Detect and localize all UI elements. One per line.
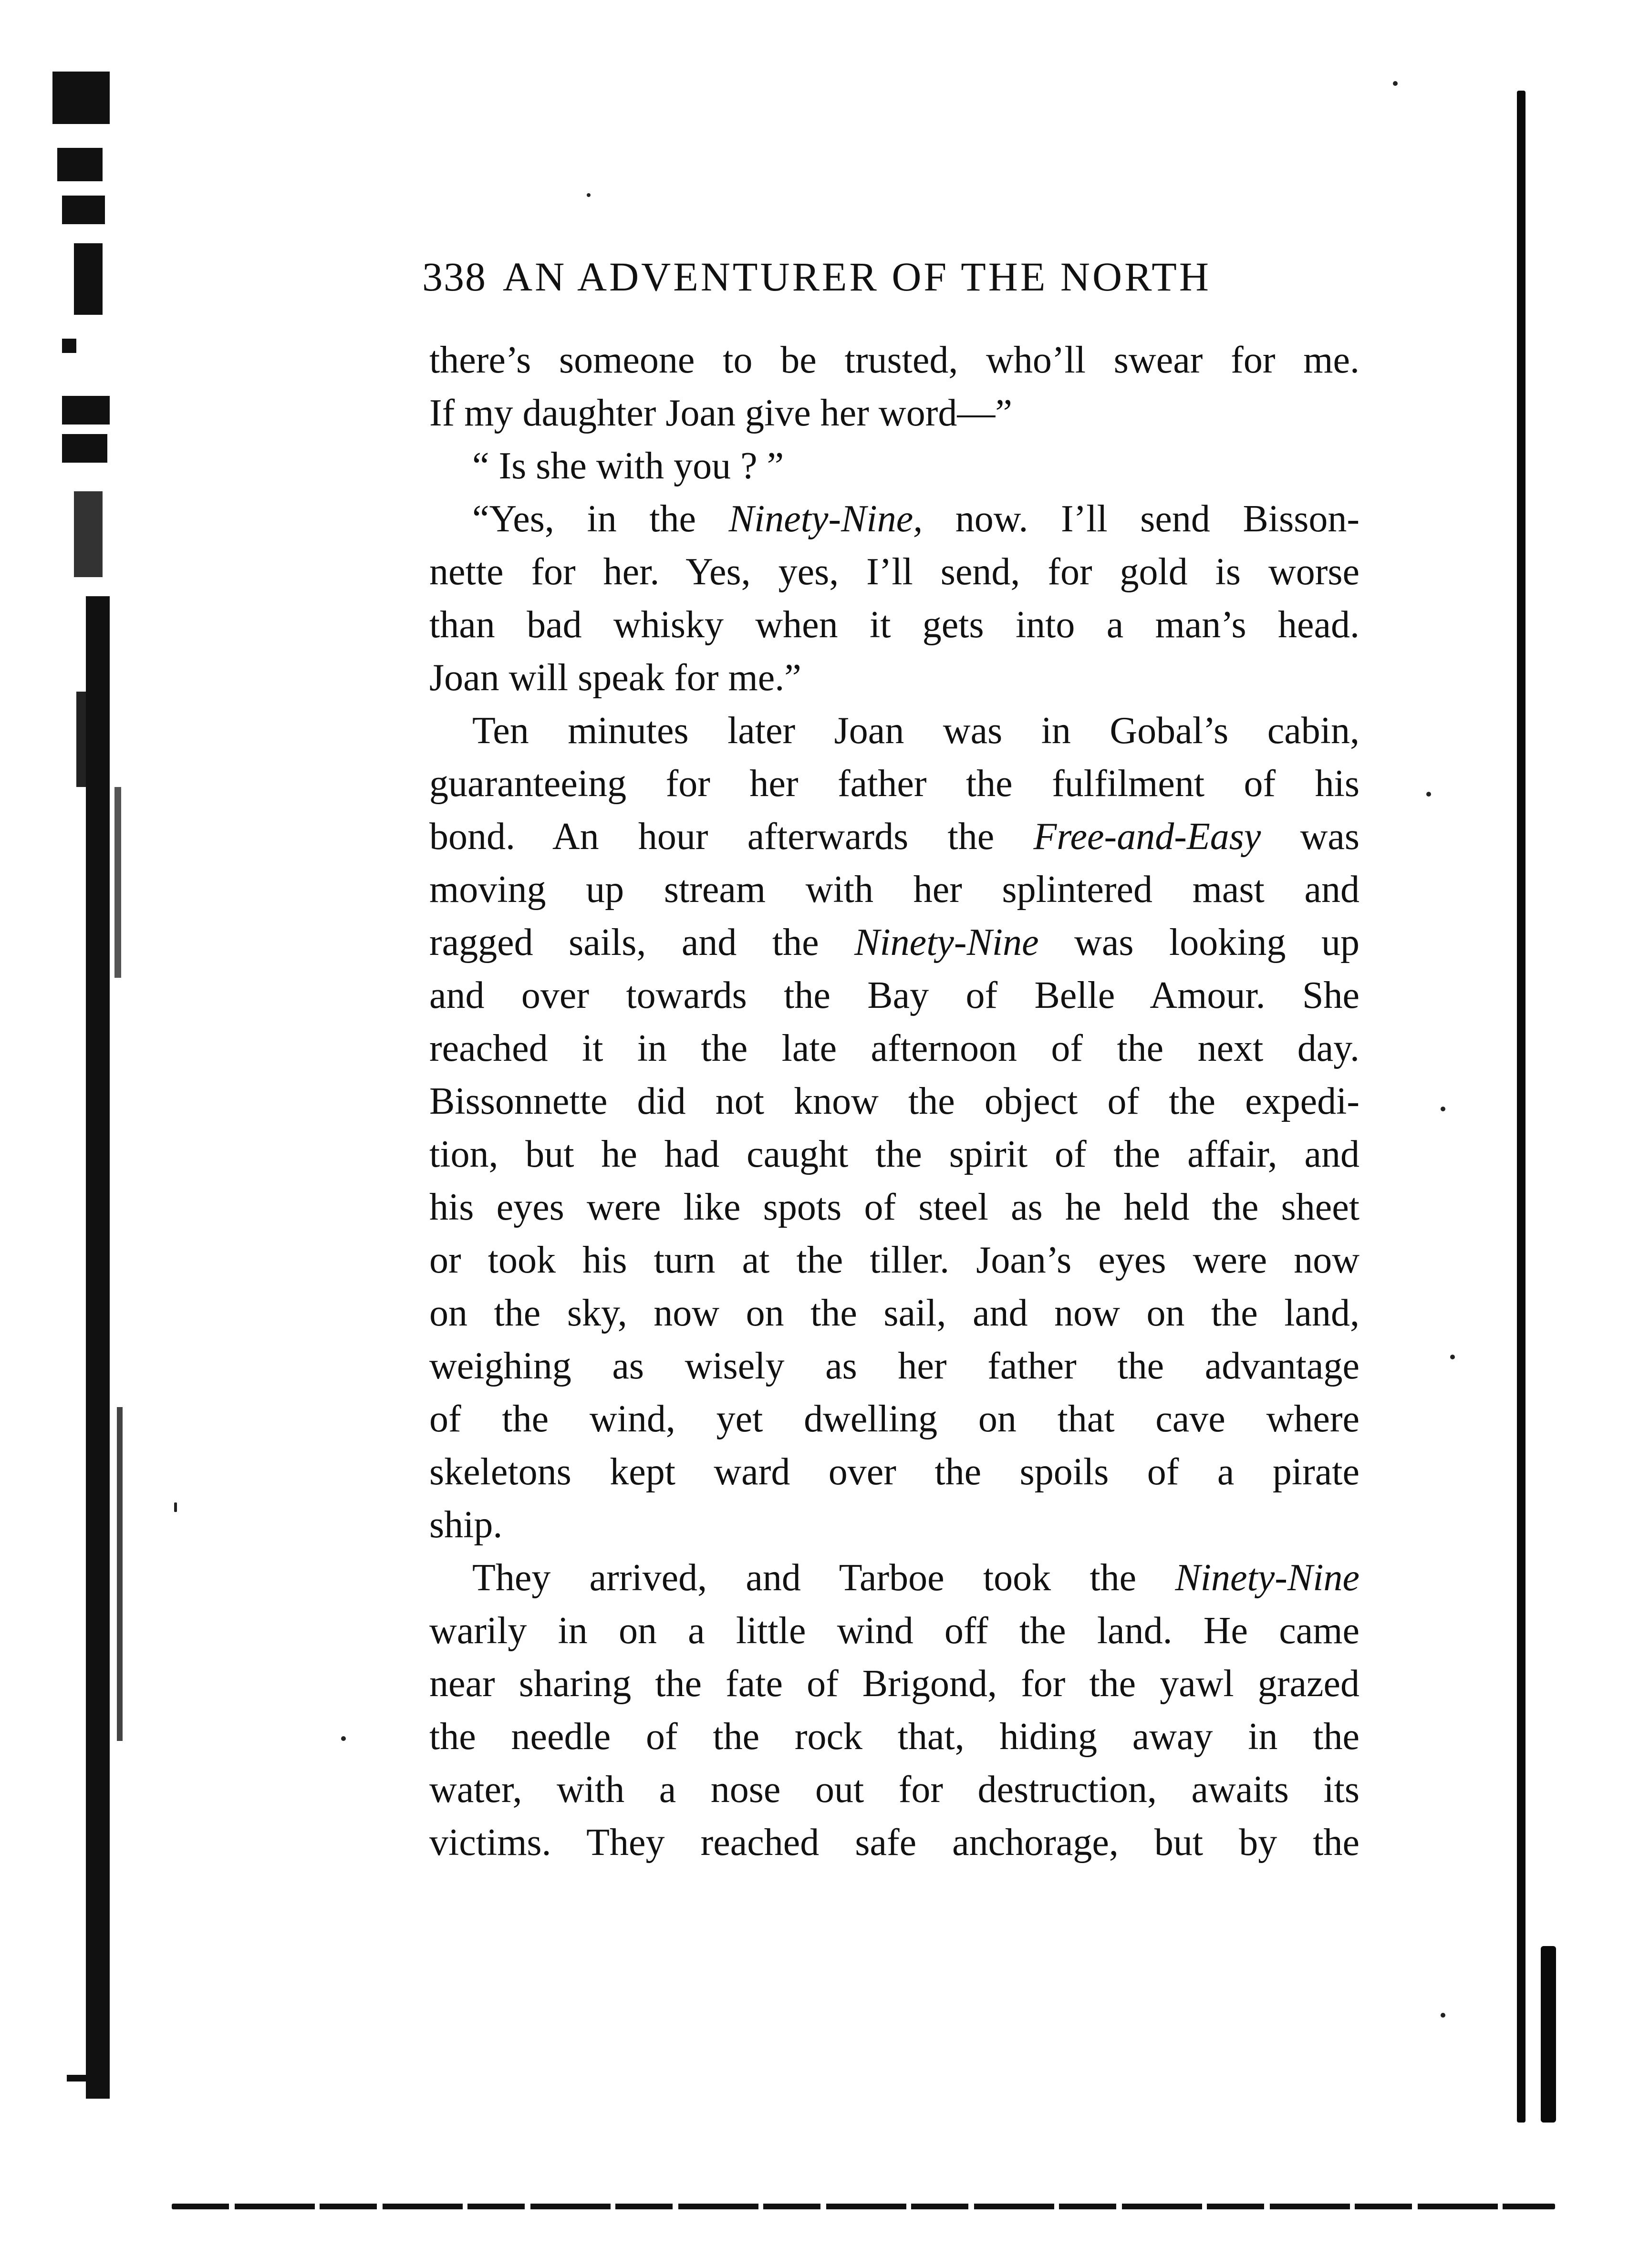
text-line: [429, 1287, 1359, 1340]
text-line: [429, 1393, 1359, 1446]
text-segment: Ten minutes later Joan was in Gobal’s cabin,: [472, 710, 1359, 752]
text-segment: was: [1261, 816, 1359, 858]
text-line: [429, 1075, 1359, 1128]
text-line: [429, 1340, 1359, 1393]
text-line: [429, 1446, 1359, 1499]
italic-text: Ninety-Nine: [854, 922, 1039, 963]
text-line: [429, 1128, 1359, 1181]
text-line: [429, 863, 1359, 916]
text-line: [429, 1816, 1359, 1869]
text-segment: guaranteeing for her father the fulfilment of his: [429, 763, 1359, 805]
text-line: [429, 1552, 1359, 1605]
text-line: [429, 1710, 1359, 1763]
text-segment: victims. They reached safe anchorage, but by the: [429, 1822, 1359, 1864]
running-title: AN ADVENTURER OF THE NORTH: [503, 254, 1211, 300]
text-line: [429, 757, 1359, 810]
text-line: [429, 1022, 1359, 1075]
text-segment: there’s someone to be trusted, who’ll swear for me.: [429, 339, 1359, 381]
speck: [1441, 2013, 1445, 2018]
text-segment: water, with a nose out for destruction, awaits its: [429, 1769, 1359, 1811]
text-line: [429, 1605, 1359, 1657]
text-segment: tion, but he had caught the spirit of the affair, and: [429, 1133, 1359, 1175]
right-edge-rule: [1517, 91, 1525, 2123]
text-segment: “ Is she with you ? ”: [472, 445, 784, 487]
text-line: [429, 916, 1359, 969]
italic-text: Free-and-Easy: [1033, 816, 1261, 858]
text-segment: “Yes, in the: [472, 498, 729, 540]
text-segment: They arrived, and Tarboe took the: [472, 1557, 1175, 1599]
text-segment: skeletons kept ward over the spoils of a pirate: [429, 1451, 1359, 1493]
text-line: [429, 440, 1359, 493]
text-segment: If my daughter Joan give her word—”: [429, 392, 1012, 434]
speck: [1441, 1107, 1445, 1111]
text-line: [429, 969, 1359, 1022]
text-line: [429, 1234, 1359, 1287]
text-segment: on the sky, now on the sail, and now on the land,: [429, 1292, 1359, 1334]
speck: [1450, 1355, 1455, 1359]
text-line: [429, 493, 1359, 546]
text-segment: reached it in the late afternoon of the next day.: [429, 1027, 1359, 1069]
text-segment: the needle of the rock that, hiding away in the: [429, 1716, 1359, 1758]
text-segment: ship.: [429, 1504, 503, 1546]
text-segment: than bad whisky when it gets into a man’s head.: [429, 604, 1359, 646]
text-line: [429, 334, 1359, 387]
text-line: [429, 599, 1359, 652]
text-line: [429, 1763, 1359, 1816]
bottom-edge-rule: [172, 2204, 1555, 2209]
speck: [1393, 81, 1398, 86]
text-line: [429, 546, 1359, 599]
text-segment: ragged sails, and the: [429, 922, 855, 963]
text-segment: near sharing the fate of Brigond, for the yawl grazed: [429, 1663, 1359, 1705]
speck: [587, 193, 591, 197]
text-line: [429, 1499, 1359, 1552]
text-segment: and over towards the Bay of Belle Amour. She: [429, 974, 1359, 1016]
text-segment: Joan will speak for me.”: [429, 657, 801, 699]
text-line: [429, 1657, 1359, 1710]
text-segment: of the wind, yet dwelling on that cave where: [429, 1398, 1359, 1440]
text-line: [429, 652, 1359, 704]
speck: [341, 1736, 346, 1741]
text-segment: or took his turn at the tiller. Joan’s eyes were now: [429, 1239, 1359, 1281]
text-line: [429, 1181, 1359, 1234]
text-line: [429, 704, 1359, 757]
text-segment: was looking up: [1038, 922, 1359, 963]
speck: [174, 1502, 177, 1512]
speck: [1426, 792, 1431, 797]
body-text: [429, 334, 1359, 1869]
page-number: 338: [422, 254, 487, 300]
text-segment: weighing as wisely as her father the advantage: [429, 1345, 1359, 1387]
binding-edge-artifact: [48, 72, 138, 2146]
text-segment: bond. An hour afterwards the: [429, 816, 1034, 858]
page-header: [422, 253, 1424, 300]
text-segment: now. I’ll send Bisson-: [923, 498, 1359, 540]
right-edge-rule-bottom: [1541, 1946, 1556, 2123]
text-segment: nette for her. Yes, yes, I’ll send, for gold is worse: [429, 551, 1359, 593]
text-segment: his eyes were like spots of steel as he held the sheet: [429, 1186, 1359, 1228]
text-line: [429, 387, 1359, 440]
text-line: [429, 810, 1359, 863]
italic-text: Ninety-Nine: [1175, 1557, 1359, 1599]
text-segment: moving up stream with her splintered mast and: [429, 869, 1359, 911]
italic-text: Ninety-Nine,: [728, 498, 923, 540]
text-segment: Bissonnette did not know the object of the expedi-: [429, 1080, 1359, 1122]
text-segment: warily in on a little wind off the land. He came: [429, 1610, 1359, 1652]
